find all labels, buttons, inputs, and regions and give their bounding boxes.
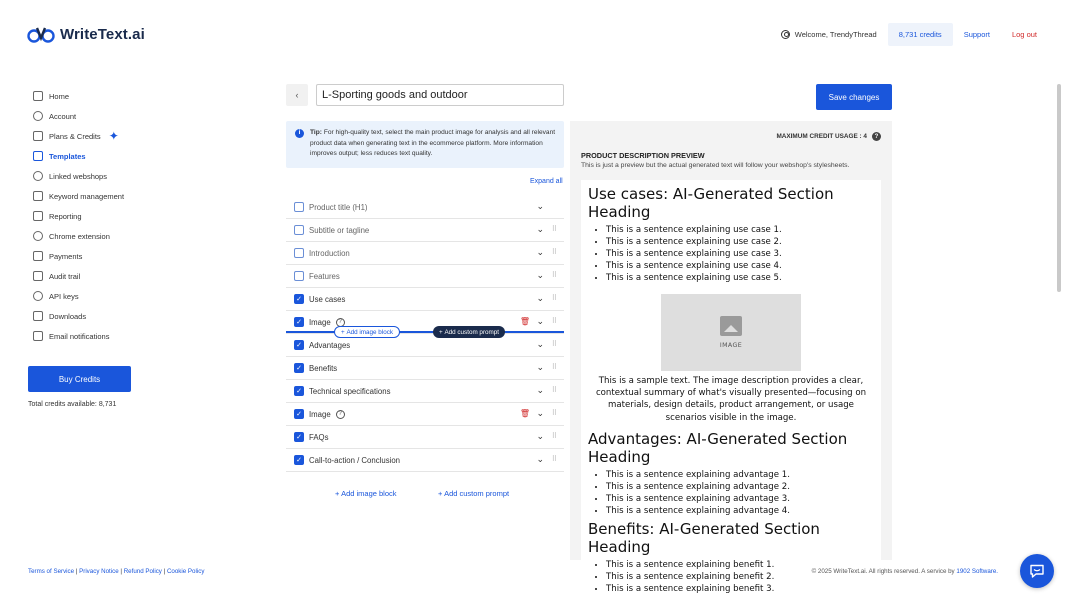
help-icon[interactable]: ? [336, 318, 345, 327]
benefits-heading: Benefits: AI-Generated Section Heading [588, 519, 820, 556]
image-placeholder [661, 294, 801, 371]
separator: | [118, 568, 124, 575]
sidebar-item-label: Payments [49, 251, 83, 261]
sidebar-item-label: API keys [49, 291, 79, 301]
drag-handle-icon[interactable]: ⠿ [551, 318, 556, 325]
add-custom-prompt-label: Add custom prompt [444, 489, 510, 498]
separator: | [74, 568, 80, 575]
section-label: Features [309, 271, 340, 281]
section-row-benefits[interactable] [286, 357, 564, 380]
list-item: • This is a sentence explaining benefit 2. [606, 571, 874, 583]
sidebar-item-label: Audit trail [49, 271, 81, 281]
insert-image-block-label: Add image block [346, 328, 393, 336]
sidebar-item-label: Linked webshops [49, 171, 107, 181]
logo-text: WriteText.ai [60, 25, 145, 43]
chevron-down-icon[interactable]: ⌄ [536, 454, 544, 464]
list-item: • This is a sentence explaining benefit 1. [606, 559, 874, 571]
sidebar-item-home[interactable] [33, 86, 153, 106]
add-custom-prompt-button[interactable] [438, 489, 509, 498]
sidebar-item-keyword-management[interactable] [33, 186, 153, 206]
drag-handle-icon[interactable]: ⠿ [551, 364, 556, 371]
sidebar-item-reporting[interactable] [33, 206, 153, 226]
separator: | [161, 568, 167, 575]
section-row-features[interactable] [286, 265, 564, 288]
welcome-user[interactable] [781, 30, 877, 39]
advantages-heading: Advantages: AI-Generated Section Heading [588, 429, 848, 466]
max-credit-usage [776, 132, 881, 141]
chat-icon [1029, 564, 1045, 579]
welcome-text: Welcome, TrendyThread [794, 29, 877, 39]
section-label: Image [309, 409, 331, 419]
section-row-call-to-action[interactable] [286, 449, 564, 472]
image-icon [720, 316, 742, 336]
sparkle-icon: ✦ [108, 129, 119, 143]
section-label: Image [309, 317, 331, 327]
sidebar-item-label: Keyword management [49, 191, 125, 201]
max-credit-usage-text: MAXIMUM CREDIT USAGE : 4 [776, 133, 867, 140]
privacy-link[interactable]: Privacy Notice [79, 568, 119, 575]
section-label: Benefits [309, 363, 338, 373]
support-link[interactable]: Support [963, 29, 990, 39]
tip-text: For high-quality text, select the main product image for analysis and all relevant product data when generating text in the ecommerce platform. More information improves output; less reduces text quality. [310, 129, 556, 157]
top-nav [781, 22, 1037, 46]
insert-custom-prompt-button[interactable] [433, 326, 505, 338]
chevron-down-icon[interactable]: ⌄ [536, 270, 544, 280]
section-label: Advantages [309, 340, 351, 350]
list-item: • This is a sentence explaining benefit 3. [606, 583, 874, 595]
crown-icon [33, 131, 43, 141]
section-checkbox[interactable] [294, 225, 304, 235]
company-link[interactable]: 1902 Software. [956, 568, 998, 575]
section-row-advantages[interactable] [286, 334, 564, 357]
section-checkbox[interactable]: ✓ [294, 455, 304, 465]
drag-handle-icon[interactable]: ⠿ [551, 295, 556, 302]
drag-handle-icon[interactable]: ⠿ [551, 387, 556, 394]
section-checkbox[interactable] [294, 271, 304, 281]
image-description: This is a sample text. The image description provides a clear, contextual summary of what's visually presented—focusing on materials, design details, product arrangement, or usage scenarios visible in the image. [595, 376, 867, 423]
list-item: • This is a sentence explaining advantage 1. [606, 469, 874, 481]
use-cases-list [606, 224, 874, 284]
section-label: Introduction [309, 248, 350, 258]
list-item: • This is a sentence explaining use case 2. [606, 236, 874, 248]
sidebar-item-downloads[interactable] [33, 306, 153, 326]
list-item: • This is a sentence explaining use case 3. [606, 248, 874, 260]
sidebar-item-plans-credits[interactable] [33, 126, 153, 146]
help-icon[interactable]: ? [872, 132, 881, 141]
advantages-list [606, 469, 874, 517]
list-item: • This is a sentence explaining advantage 2. [606, 481, 874, 493]
plus-icon: + [438, 489, 445, 498]
use-cases-heading: Use cases: AI-Generated Section Heading [588, 185, 834, 221]
section-checkbox[interactable]: ✓ [294, 432, 304, 442]
preview-title: PRODUCT DESCRIPTION PREVIEW [581, 151, 705, 160]
help-icon[interactable]: ? [336, 410, 345, 419]
section-checkbox[interactable]: ✓ [294, 340, 304, 350]
tip-box [286, 121, 564, 168]
tip-label: Tip: [310, 129, 322, 136]
section-row-faqs[interactable] [286, 426, 564, 449]
total-credits-text: Total credits available: 8,731 [28, 401, 117, 408]
save-changes-button[interactable]: Save changes [816, 84, 892, 110]
image-placeholder-label: IMAGE [719, 342, 743, 349]
sidebar-item-account[interactable] [33, 106, 153, 126]
drag-handle-icon[interactable]: ⠿ [551, 272, 556, 279]
page-scrollbar[interactable] [1057, 84, 1061, 292]
chevron-down-icon[interactable]: ⌄ [536, 293, 544, 303]
download-icon [33, 311, 43, 321]
add-image-block-label: Add image block [341, 489, 397, 498]
template-icon [33, 151, 43, 161]
logo[interactable] [28, 24, 145, 44]
sidebar-item-payments[interactable] [33, 246, 153, 266]
chevron-down-icon[interactable]: ⌄ [536, 431, 544, 441]
key-icon [33, 291, 43, 301]
section-row-image-2[interactable] [286, 403, 564, 426]
chevron-down-icon[interactable]: ⌄ [536, 316, 544, 326]
section-checkbox[interactable] [294, 248, 304, 258]
terms-link[interactable]: Terms of Service [28, 568, 75, 575]
list-item: • This is a sentence explaining advantage 4. [606, 505, 874, 517]
drag-handle-icon[interactable]: ⠿ [551, 226, 556, 233]
section-checkbox[interactable]: ✓ [294, 294, 304, 304]
sidebar [33, 86, 153, 346]
chevron-down-icon[interactable]: ⌄ [536, 408, 544, 418]
section-label: Product title (H1) [309, 202, 368, 212]
expand-all-link[interactable]: Expand all [530, 178, 563, 185]
add-image-block-button[interactable] [335, 489, 397, 498]
preview-document [581, 180, 881, 594]
section-row-technical-specifications[interactable] [286, 380, 564, 403]
section-checkbox[interactable]: ✓ [294, 409, 304, 419]
chevron-down-icon[interactable]: ⌄ [536, 339, 544, 349]
drag-handle-icon[interactable]: ⠿ [551, 433, 556, 440]
trash-icon[interactable]: 🗑 [519, 409, 530, 418]
drag-handle-icon[interactable]: ⠿ [551, 410, 556, 417]
chat-button[interactable] [1020, 554, 1054, 588]
plus-icon: + [439, 328, 445, 336]
sidebar-item-label: Home [49, 91, 70, 101]
trash-icon[interactable]: 🗑 [519, 317, 530, 326]
sidebar-item-label: Account [49, 111, 77, 121]
list-item: • This is a sentence explaining advantage 3. [606, 493, 874, 505]
sidebar-item-label: Plans & Credits [49, 131, 101, 141]
sidebar-item-label: Reporting [49, 211, 82, 221]
sidebar-item-label: Email notifications [49, 331, 110, 341]
list-item: • This is a sentence explaining use case 1. [606, 224, 874, 236]
section-list [286, 196, 564, 472]
cookie-link[interactable]: Cookie Policy [166, 568, 205, 575]
benefits-list [606, 559, 874, 595]
refund-link[interactable]: Refund Policy [123, 568, 162, 575]
chevron-down-icon[interactable]: ⌄ [536, 224, 544, 234]
drag-handle-icon[interactable]: ⠿ [551, 249, 556, 256]
back-button[interactable]: ‹ [286, 84, 308, 106]
section-row-use-cases[interactable] [286, 288, 564, 311]
chevron-down-icon[interactable]: ⌄ [536, 362, 544, 372]
section-checkbox[interactable]: ✓ [294, 363, 304, 373]
payments-icon [33, 251, 43, 261]
sidebar-item-email-notifications[interactable] [33, 326, 153, 346]
sidebar-item-chrome-extension[interactable] [33, 226, 153, 246]
user-icon [33, 111, 43, 121]
insert-image-block-button[interactable] [334, 326, 400, 338]
plus-icon: + [341, 328, 347, 336]
user-icon [781, 30, 790, 39]
sidebar-item-label: Chrome extension [49, 231, 110, 241]
chevron-down-icon[interactable]: ⌄ [536, 385, 544, 395]
drag-handle-icon[interactable]: ⠿ [551, 456, 556, 463]
section-row-introduction[interactable] [286, 242, 564, 265]
chrome-icon [33, 231, 43, 241]
plus-icon: + [335, 489, 342, 498]
logo-icon [28, 24, 54, 44]
info-icon: i [295, 129, 304, 138]
sidebar-item-templates[interactable] [33, 146, 153, 166]
chevron-down-icon[interactable]: ⌄ [536, 247, 544, 257]
insert-custom-prompt-label: Add custom prompt [444, 328, 500, 336]
section-label: Call-to-action / Conclusion [309, 455, 401, 465]
sidebar-item-label: Downloads [49, 311, 87, 321]
audit-icon [33, 271, 43, 281]
sidebar-item-api-keys[interactable] [33, 286, 153, 306]
footer-links [28, 568, 204, 575]
report-icon [33, 211, 43, 221]
section-checkbox[interactable] [294, 202, 304, 212]
section-label: Technical specifications [309, 386, 391, 396]
section-checkbox[interactable]: ✓ [294, 386, 304, 396]
list-item: • This is a sentence explaining use case 4. [606, 260, 874, 272]
search-doc-icon [33, 191, 43, 201]
sidebar-item-linked-webshops[interactable] [33, 166, 153, 186]
sidebar-item-audit-trail[interactable] [33, 266, 153, 286]
footer-copyright [812, 568, 998, 575]
insert-divider [286, 331, 564, 333]
sidebar-item-label: Templates [49, 151, 86, 161]
section-label: FAQs [309, 432, 329, 442]
section-label: Subtitle or tagline [309, 225, 370, 235]
preview-subtitle: This is just a preview but the actual generated text will follow your webshop's stylesheets. [581, 162, 850, 169]
share-icon [33, 171, 43, 181]
section-checkbox[interactable]: ✓ [294, 317, 304, 327]
copyright-text: © 2025 WriteText.ai. All rights reserved. A service by [811, 568, 957, 575]
drag-handle-icon[interactable]: ⠿ [551, 341, 556, 348]
section-label: Use cases [309, 294, 346, 304]
buy-credits-button[interactable]: Buy Credits [28, 366, 131, 392]
mail-icon [33, 331, 43, 341]
chevron-down-icon[interactable]: ⌄ [536, 201, 544, 211]
logout-link[interactable]: Log out [1011, 29, 1037, 39]
section-row-subtitle[interactable] [286, 219, 564, 242]
credits-badge[interactable]: 8,731 credits [888, 23, 953, 46]
section-row-product-title[interactable] [286, 196, 564, 219]
list-item: • This is a sentence explaining use case 5. [606, 272, 874, 284]
home-icon [33, 91, 43, 101]
template-name-input[interactable] [316, 84, 564, 106]
